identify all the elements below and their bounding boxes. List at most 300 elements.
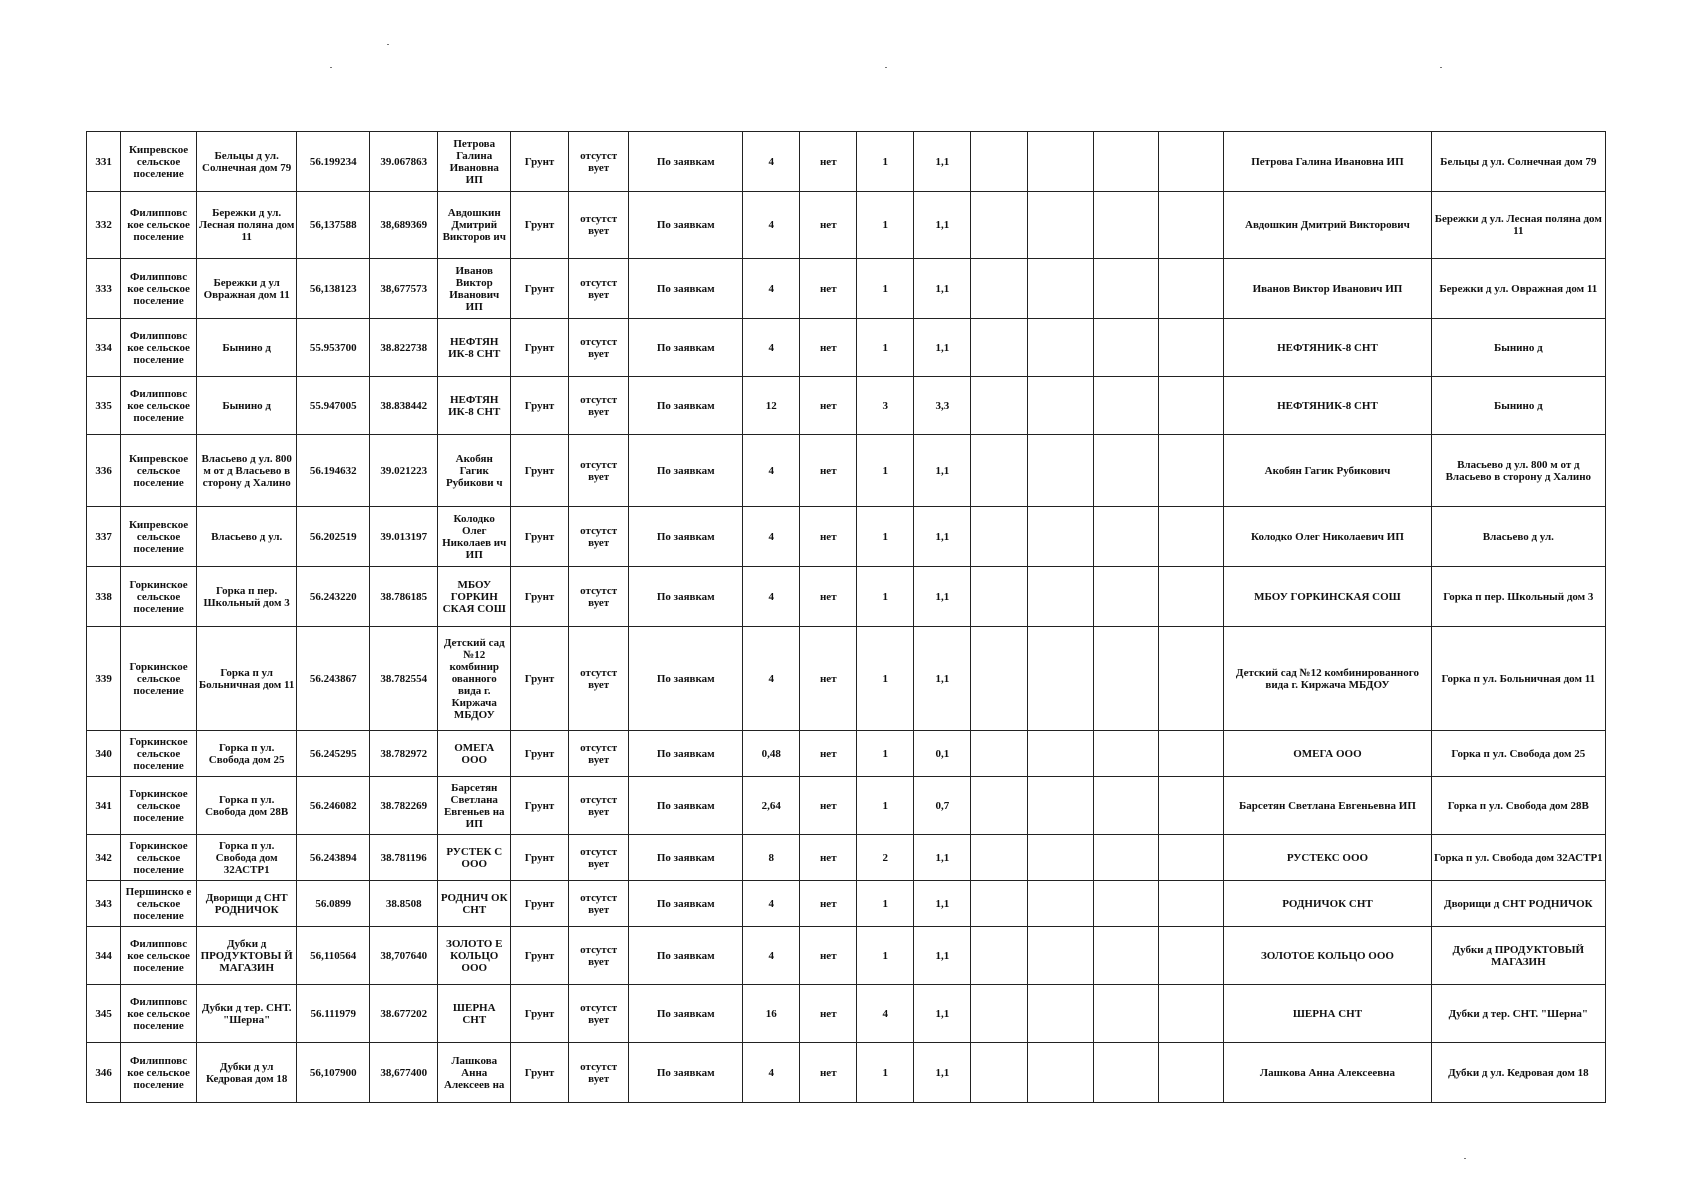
organization-name-cell: Авдошкин Дмитрий Викторович bbox=[1224, 192, 1431, 259]
organization-address-cell: Горка п ул. Больничная дом 11 bbox=[1431, 627, 1605, 731]
container-count-cell: 1 bbox=[857, 881, 914, 927]
empty-cell bbox=[1158, 627, 1223, 731]
surface-cell: Грунт bbox=[511, 1043, 569, 1103]
container-count-cell: 1 bbox=[857, 319, 914, 377]
schedule-cell: По заявкам bbox=[629, 192, 743, 259]
scan-speck bbox=[1440, 67, 1442, 68]
kgm-cell: нет bbox=[800, 1043, 857, 1103]
longitude-cell: 38,689369 bbox=[370, 192, 438, 259]
latitude-cell: 56.246082 bbox=[297, 777, 370, 835]
latitude-cell: 56.194632 bbox=[297, 435, 370, 507]
empty-cell bbox=[971, 377, 1028, 435]
address-cell: Дубки д ПРОДУКТОВЫ Й МАГАЗИН bbox=[196, 927, 297, 985]
row-number: 336 bbox=[87, 435, 121, 507]
empty-cell bbox=[1028, 507, 1093, 567]
volume-cell: 1,1 bbox=[914, 881, 971, 927]
organization-address-cell: Власьево д ул. 800 м от д Власьево в сторону д Халино bbox=[1431, 435, 1605, 507]
empty-cell bbox=[1158, 507, 1223, 567]
kgm-cell: нет bbox=[800, 881, 857, 927]
empty-cell bbox=[1093, 132, 1158, 192]
empty-cell bbox=[1158, 567, 1223, 627]
longitude-cell: 38.781196 bbox=[370, 835, 438, 881]
volume-cell: 0,7 bbox=[914, 777, 971, 835]
schedule-cell: По заявкам bbox=[629, 259, 743, 319]
longitude-cell: 38.8508 bbox=[370, 881, 438, 927]
organization-name-cell: ОМЕГА ООО bbox=[1224, 731, 1431, 777]
container-count-cell: 1 bbox=[857, 259, 914, 319]
empty-cell bbox=[1158, 985, 1223, 1043]
settlement-cell: Филипповс кое сельское поселение bbox=[121, 927, 197, 985]
empty-cell bbox=[1093, 319, 1158, 377]
container-volume-cell: 2,64 bbox=[743, 777, 800, 835]
latitude-cell: 56.243220 bbox=[297, 567, 370, 627]
table-row bbox=[87, 567, 1606, 627]
surface-cell: Грунт bbox=[511, 927, 569, 985]
empty-cell bbox=[971, 627, 1028, 731]
container-volume-cell: 4 bbox=[743, 319, 800, 377]
empty-cell bbox=[1158, 377, 1223, 435]
empty-cell bbox=[1093, 731, 1158, 777]
organization-name-cell: Иванов Виктор Иванович ИП bbox=[1224, 259, 1431, 319]
fence-cell: отсутст вует bbox=[569, 835, 629, 881]
empty-cell bbox=[1158, 1043, 1223, 1103]
organization-name-cell: НЕФТЯНИК-8 СНТ bbox=[1224, 319, 1431, 377]
volume-cell: 1,1 bbox=[914, 985, 971, 1043]
address-cell: Власьево д ул. 800 м от д Власьево в сторону д Халино bbox=[196, 435, 297, 507]
row-number: 343 bbox=[87, 881, 121, 927]
empty-cell bbox=[1028, 132, 1093, 192]
empty-cell bbox=[1028, 777, 1093, 835]
longitude-cell: 38,707640 bbox=[370, 927, 438, 985]
empty-cell bbox=[1093, 192, 1158, 259]
container-count-cell: 1 bbox=[857, 927, 914, 985]
scan-speck bbox=[387, 44, 389, 45]
empty-cell bbox=[1158, 192, 1223, 259]
longitude-cell: 38.782972 bbox=[370, 731, 438, 777]
address-cell: Горка п ул. Свобода дом 28В bbox=[196, 777, 297, 835]
surface-cell: Грунт bbox=[511, 192, 569, 259]
settlement-cell: Филипповс кое сельское поселение bbox=[121, 259, 197, 319]
address-cell: Горка п ул. Свобода дом 25 bbox=[196, 731, 297, 777]
address-cell: Бережки д ул. Лесная поляна дом 11 bbox=[196, 192, 297, 259]
scan-speck bbox=[885, 67, 887, 68]
table-row bbox=[87, 259, 1606, 319]
empty-cell bbox=[1158, 881, 1223, 927]
settlement-cell: Филипповс кое сельское поселение bbox=[121, 1043, 197, 1103]
table-row bbox=[87, 731, 1606, 777]
organization-address-cell: Горка п пер. Школьный дом 3 bbox=[1431, 567, 1605, 627]
scan-speck bbox=[330, 67, 332, 68]
settlement-cell: Кипревское сельское поселение bbox=[121, 435, 197, 507]
volume-cell: 1,1 bbox=[914, 567, 971, 627]
schedule-cell: По заявкам bbox=[629, 1043, 743, 1103]
empty-cell bbox=[1028, 192, 1093, 259]
volume-cell: 1,1 bbox=[914, 132, 971, 192]
empty-cell bbox=[971, 319, 1028, 377]
empty-cell bbox=[1028, 377, 1093, 435]
container-volume-cell: 4 bbox=[743, 435, 800, 507]
schedule-cell: По заявкам bbox=[629, 835, 743, 881]
container-count-cell: 1 bbox=[857, 192, 914, 259]
organization-name-cell: РОДНИЧОК СНТ bbox=[1224, 881, 1431, 927]
table-row bbox=[87, 435, 1606, 507]
schedule-cell: По заявкам bbox=[629, 567, 743, 627]
empty-cell bbox=[1158, 777, 1223, 835]
empty-cell bbox=[1028, 731, 1093, 777]
volume-cell: 1,1 bbox=[914, 435, 971, 507]
empty-cell bbox=[1158, 259, 1223, 319]
empty-cell bbox=[1158, 132, 1223, 192]
empty-cell bbox=[971, 507, 1028, 567]
container-count-cell: 1 bbox=[857, 627, 914, 731]
settlement-cell: Кипревское сельское поселение bbox=[121, 507, 197, 567]
fence-cell: отсутст вует bbox=[569, 777, 629, 835]
owner-cell: Акобян Гагик Рубикови ч bbox=[438, 435, 511, 507]
row-number: 346 bbox=[87, 1043, 121, 1103]
fence-cell: отсутст вует bbox=[569, 132, 629, 192]
owner-cell: ШЕРНА СНТ bbox=[438, 985, 511, 1043]
kgm-cell: нет bbox=[800, 985, 857, 1043]
empty-cell bbox=[1028, 259, 1093, 319]
longitude-cell: 38.782269 bbox=[370, 777, 438, 835]
table-row bbox=[87, 881, 1606, 927]
container-volume-cell: 4 bbox=[743, 192, 800, 259]
row-number: 331 bbox=[87, 132, 121, 192]
container-sites-table bbox=[86, 131, 1606, 1103]
latitude-cell: 56,137588 bbox=[297, 192, 370, 259]
container-count-cell: 1 bbox=[857, 132, 914, 192]
kgm-cell: нет bbox=[800, 507, 857, 567]
address-cell: Горка п ул Больничная дом 11 bbox=[196, 627, 297, 731]
owner-cell: Авдошкин Дмитрий Викторов ич bbox=[438, 192, 511, 259]
table-body bbox=[87, 132, 1606, 1103]
schedule-cell: По заявкам bbox=[629, 319, 743, 377]
organization-address-cell: Горка п ул. Свобода дом 25 bbox=[1431, 731, 1605, 777]
latitude-cell: 56.199234 bbox=[297, 132, 370, 192]
owner-cell: Детский сад №12 комбинир ованного вида г. Киржача МБДОУ bbox=[438, 627, 511, 731]
empty-cell bbox=[1158, 927, 1223, 985]
surface-cell: Грунт bbox=[511, 507, 569, 567]
empty-cell bbox=[1028, 435, 1093, 507]
row-number: 335 bbox=[87, 377, 121, 435]
latitude-cell: 55.953700 bbox=[297, 319, 370, 377]
empty-cell bbox=[971, 777, 1028, 835]
organization-name-cell: НЕФТЯНИК-8 СНТ bbox=[1224, 377, 1431, 435]
table-row bbox=[87, 777, 1606, 835]
organization-address-cell: Горка п ул. Свобода дом 28В bbox=[1431, 777, 1605, 835]
schedule-cell: По заявкам bbox=[629, 627, 743, 731]
settlement-cell: Филипповс кое сельское поселение bbox=[121, 192, 197, 259]
container-volume-cell: 4 bbox=[743, 567, 800, 627]
schedule-cell: По заявкам bbox=[629, 507, 743, 567]
empty-cell bbox=[1093, 1043, 1158, 1103]
owner-cell: Иванов Виктор Иванович ИП bbox=[438, 259, 511, 319]
address-cell: Бынино д bbox=[196, 319, 297, 377]
organization-address-cell: Власьево д ул. bbox=[1431, 507, 1605, 567]
address-cell: Власьево д ул. bbox=[196, 507, 297, 567]
organization-address-cell: Бынино д bbox=[1431, 377, 1605, 435]
container-volume-cell: 4 bbox=[743, 627, 800, 731]
empty-cell bbox=[1093, 881, 1158, 927]
longitude-cell: 38,677573 bbox=[370, 259, 438, 319]
table-row bbox=[87, 319, 1606, 377]
fence-cell: отсутст вует bbox=[569, 319, 629, 377]
table-row bbox=[87, 927, 1606, 985]
fence-cell: отсутст вует bbox=[569, 259, 629, 319]
fence-cell: отсутст вует bbox=[569, 927, 629, 985]
settlement-cell: Филипповс кое сельское поселение bbox=[121, 377, 197, 435]
latitude-cell: 56.245295 bbox=[297, 731, 370, 777]
owner-cell: Колодко Олег Николаев ич ИП bbox=[438, 507, 511, 567]
surface-cell: Грунт bbox=[511, 777, 569, 835]
row-number: 337 bbox=[87, 507, 121, 567]
fence-cell: отсутст вует bbox=[569, 192, 629, 259]
latitude-cell: 56.202519 bbox=[297, 507, 370, 567]
container-volume-cell: 12 bbox=[743, 377, 800, 435]
schedule-cell: По заявкам bbox=[629, 927, 743, 985]
owner-cell: РОДНИЧ ОК СНТ bbox=[438, 881, 511, 927]
organization-name-cell: Петрова Галина Ивановна ИП bbox=[1224, 132, 1431, 192]
address-cell: Дворищи д СНТ РОДНИЧОК bbox=[196, 881, 297, 927]
row-number: 344 bbox=[87, 927, 121, 985]
schedule-cell: По заявкам bbox=[629, 881, 743, 927]
fence-cell: отсутст вует bbox=[569, 507, 629, 567]
kgm-cell: нет bbox=[800, 435, 857, 507]
container-count-cell: 1 bbox=[857, 1043, 914, 1103]
fence-cell: отсутст вует bbox=[569, 1043, 629, 1103]
surface-cell: Грунт bbox=[511, 259, 569, 319]
table-row bbox=[87, 835, 1606, 881]
row-number: 338 bbox=[87, 567, 121, 627]
container-count-cell: 1 bbox=[857, 507, 914, 567]
kgm-cell: нет bbox=[800, 192, 857, 259]
empty-cell bbox=[1158, 835, 1223, 881]
owner-cell: РУСТЕК С ООО bbox=[438, 835, 511, 881]
organization-address-cell: Бынино д bbox=[1431, 319, 1605, 377]
row-number: 339 bbox=[87, 627, 121, 731]
empty-cell bbox=[1093, 927, 1158, 985]
fence-cell: отсутст вует bbox=[569, 567, 629, 627]
address-cell: Бельцы д ул. Солнечная дом 79 bbox=[196, 132, 297, 192]
container-volume-cell: 8 bbox=[743, 835, 800, 881]
empty-cell bbox=[1028, 567, 1093, 627]
row-number: 332 bbox=[87, 192, 121, 259]
fence-cell: отсутст вует bbox=[569, 377, 629, 435]
longitude-cell: 39.067863 bbox=[370, 132, 438, 192]
settlement-cell: Горкинское сельское поселение bbox=[121, 835, 197, 881]
kgm-cell: нет bbox=[800, 927, 857, 985]
surface-cell: Грунт bbox=[511, 319, 569, 377]
longitude-cell: 38,677400 bbox=[370, 1043, 438, 1103]
container-volume-cell: 16 bbox=[743, 985, 800, 1043]
volume-cell: 1,1 bbox=[914, 319, 971, 377]
kgm-cell: нет bbox=[800, 627, 857, 731]
longitude-cell: 38.838442 bbox=[370, 377, 438, 435]
organization-name-cell: Акобян Гагик Рубикович bbox=[1224, 435, 1431, 507]
kgm-cell: нет bbox=[800, 319, 857, 377]
volume-cell: 1,1 bbox=[914, 835, 971, 881]
row-number: 342 bbox=[87, 835, 121, 881]
latitude-cell: 56,107900 bbox=[297, 1043, 370, 1103]
surface-cell: Грунт bbox=[511, 132, 569, 192]
latitude-cell: 56.243894 bbox=[297, 835, 370, 881]
organization-address-cell: Дубки д ПРОДУКТОВЫЙ МАГАЗИН bbox=[1431, 927, 1605, 985]
empty-cell bbox=[971, 567, 1028, 627]
row-number: 341 bbox=[87, 777, 121, 835]
container-count-cell: 1 bbox=[857, 731, 914, 777]
longitude-cell: 38.786185 bbox=[370, 567, 438, 627]
empty-cell bbox=[1093, 507, 1158, 567]
container-count-cell: 4 bbox=[857, 985, 914, 1043]
table-row bbox=[87, 192, 1606, 259]
container-count-cell: 1 bbox=[857, 435, 914, 507]
schedule-cell: По заявкам bbox=[629, 377, 743, 435]
kgm-cell: нет bbox=[800, 132, 857, 192]
owner-cell: НЕФТЯН ИК-8 СНТ bbox=[438, 377, 511, 435]
organization-name-cell: РУСТЕКС ООО bbox=[1224, 835, 1431, 881]
surface-cell: Грунт bbox=[511, 567, 569, 627]
surface-cell: Грунт bbox=[511, 435, 569, 507]
organization-name-cell: МБОУ ГОРКИНСКАЯ СОШ bbox=[1224, 567, 1431, 627]
organization-address-cell: Дубки д ул. Кедровая дом 18 bbox=[1431, 1043, 1605, 1103]
container-count-cell: 2 bbox=[857, 835, 914, 881]
empty-cell bbox=[1093, 627, 1158, 731]
container-count-cell: 3 bbox=[857, 377, 914, 435]
fence-cell: отсутст вует bbox=[569, 731, 629, 777]
fence-cell: отсутст вует bbox=[569, 435, 629, 507]
container-volume-cell: 4 bbox=[743, 507, 800, 567]
empty-cell bbox=[971, 192, 1028, 259]
settlement-cell: Першинско е сельское поселение bbox=[121, 881, 197, 927]
container-volume-cell: 0,48 bbox=[743, 731, 800, 777]
longitude-cell: 39.021223 bbox=[370, 435, 438, 507]
empty-cell bbox=[1158, 731, 1223, 777]
address-cell: Дубки д ул Кедровая дом 18 bbox=[196, 1043, 297, 1103]
table-row bbox=[87, 1043, 1606, 1103]
row-number: 334 bbox=[87, 319, 121, 377]
longitude-cell: 38.782554 bbox=[370, 627, 438, 731]
organization-address-cell: Дубки д тер. СНТ. "Шерна" bbox=[1431, 985, 1605, 1043]
organization-name-cell: Барсетян Светлана Евгеньевна ИП bbox=[1224, 777, 1431, 835]
surface-cell: Грунт bbox=[511, 627, 569, 731]
volume-cell: 1,1 bbox=[914, 259, 971, 319]
empty-cell bbox=[971, 1043, 1028, 1103]
table-row bbox=[87, 627, 1606, 731]
settlement-cell: Филипповс кое сельское поселение bbox=[121, 319, 197, 377]
empty-cell bbox=[971, 731, 1028, 777]
empty-cell bbox=[1028, 1043, 1093, 1103]
fence-cell: отсутст вует bbox=[569, 627, 629, 731]
volume-cell: 1,1 bbox=[914, 927, 971, 985]
address-cell: Дубки д тер. СНТ. "Шерна" bbox=[196, 985, 297, 1043]
surface-cell: Грунт bbox=[511, 881, 569, 927]
address-cell: Бережки д ул Овражная дом 11 bbox=[196, 259, 297, 319]
empty-cell bbox=[1093, 435, 1158, 507]
organization-address-cell: Бельцы д ул. Солнечная дом 79 bbox=[1431, 132, 1605, 192]
latitude-cell: 56.0899 bbox=[297, 881, 370, 927]
empty-cell bbox=[971, 985, 1028, 1043]
owner-cell: Барсетян Светлана Евгеньев на ИП bbox=[438, 777, 511, 835]
empty-cell bbox=[971, 259, 1028, 319]
address-cell: Горка п пер. Школьный дом 3 bbox=[196, 567, 297, 627]
empty-cell bbox=[971, 132, 1028, 192]
kgm-cell: нет bbox=[800, 259, 857, 319]
row-number: 345 bbox=[87, 985, 121, 1043]
empty-cell bbox=[971, 435, 1028, 507]
volume-cell: 3,3 bbox=[914, 377, 971, 435]
schedule-cell: По заявкам bbox=[629, 731, 743, 777]
latitude-cell: 56.111979 bbox=[297, 985, 370, 1043]
table-row bbox=[87, 132, 1606, 192]
schedule-cell: По заявкам bbox=[629, 777, 743, 835]
address-cell: Бынино д bbox=[196, 377, 297, 435]
empty-cell bbox=[1158, 435, 1223, 507]
row-number: 333 bbox=[87, 259, 121, 319]
table-row bbox=[87, 985, 1606, 1043]
organization-address-cell: Горка п ул. Свобода дом 32АСТР1 bbox=[1431, 835, 1605, 881]
empty-cell bbox=[1028, 881, 1093, 927]
organization-address-cell: Бережки д ул. Овражная дом 11 bbox=[1431, 259, 1605, 319]
longitude-cell: 38.822738 bbox=[370, 319, 438, 377]
settlement-cell: Горкинское сельское поселение bbox=[121, 777, 197, 835]
owner-cell: Лашкова Анна Алексеев на bbox=[438, 1043, 511, 1103]
owner-cell: Петрова Галина Ивановна ИП bbox=[438, 132, 511, 192]
empty-cell bbox=[971, 835, 1028, 881]
empty-cell bbox=[971, 881, 1028, 927]
empty-cell bbox=[1093, 377, 1158, 435]
latitude-cell: 56.243867 bbox=[297, 627, 370, 731]
owner-cell: МБОУ ГОРКИН СКАЯ СОШ bbox=[438, 567, 511, 627]
volume-cell: 1,1 bbox=[914, 507, 971, 567]
volume-cell: 0,1 bbox=[914, 731, 971, 777]
owner-cell: НЕФТЯН ИК-8 СНТ bbox=[438, 319, 511, 377]
empty-cell bbox=[1093, 777, 1158, 835]
settlement-cell: Горкинское сельское поселение bbox=[121, 731, 197, 777]
owner-cell: ОМЕГА ООО bbox=[438, 731, 511, 777]
surface-cell: Грунт bbox=[511, 377, 569, 435]
schedule-cell: По заявкам bbox=[629, 435, 743, 507]
kgm-cell: нет bbox=[800, 377, 857, 435]
settlement-cell: Кипревское сельское поселение bbox=[121, 132, 197, 192]
settlement-cell: Горкинское сельское поселение bbox=[121, 627, 197, 731]
empty-cell bbox=[1028, 319, 1093, 377]
latitude-cell: 56,138123 bbox=[297, 259, 370, 319]
empty-cell bbox=[1093, 985, 1158, 1043]
empty-cell bbox=[971, 927, 1028, 985]
row-number: 340 bbox=[87, 731, 121, 777]
volume-cell: 1,1 bbox=[914, 627, 971, 731]
organization-name-cell: ЗОЛОТОЕ КОЛЬЦО ООО bbox=[1224, 927, 1431, 985]
organization-name-cell: ШЕРНА СНТ bbox=[1224, 985, 1431, 1043]
container-count-cell: 1 bbox=[857, 777, 914, 835]
kgm-cell: нет bbox=[800, 731, 857, 777]
surface-cell: Грунт bbox=[511, 835, 569, 881]
fence-cell: отсутст вует bbox=[569, 985, 629, 1043]
kgm-cell: нет bbox=[800, 567, 857, 627]
table-row bbox=[87, 507, 1606, 567]
settlement-cell: Горкинское сельское поселение bbox=[121, 567, 197, 627]
organization-address-cell: Дворищи д СНТ РОДНИЧОК bbox=[1431, 881, 1605, 927]
container-volume-cell: 4 bbox=[743, 259, 800, 319]
container-volume-cell: 4 bbox=[743, 1043, 800, 1103]
schedule-cell: По заявкам bbox=[629, 132, 743, 192]
container-volume-cell: 4 bbox=[743, 881, 800, 927]
empty-cell bbox=[1093, 567, 1158, 627]
settlement-cell: Филипповс кое сельское поселение bbox=[121, 985, 197, 1043]
latitude-cell: 55.947005 bbox=[297, 377, 370, 435]
organization-address-cell: Бережки д ул. Лесная поляна дом 11 bbox=[1431, 192, 1605, 259]
empty-cell bbox=[1028, 835, 1093, 881]
